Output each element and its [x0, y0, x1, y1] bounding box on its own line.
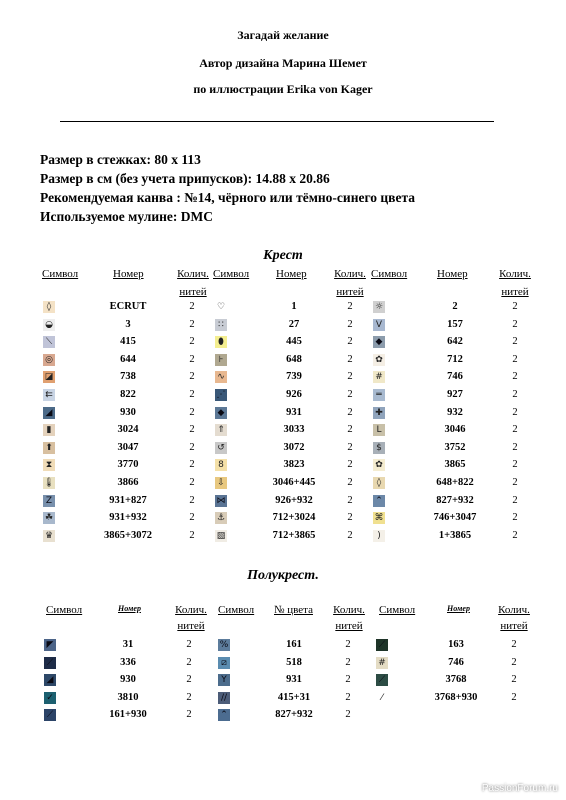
floss-number: ECRUT	[109, 301, 147, 312]
crown-icon: ♛	[44, 530, 54, 541]
floss-number: 926	[286, 389, 302, 400]
cross-header-symbol-2: Символ	[213, 268, 250, 280]
thread-count: 2	[347, 301, 353, 312]
floss-number: 31	[122, 639, 134, 650]
info-size-cm: Размер в см (без учета припусков): 14.88 х 20.86	[40, 171, 330, 186]
thread-count: 2	[347, 424, 353, 436]
thread-count: 2	[512, 318, 518, 330]
block-icon: ▮	[43, 424, 55, 436]
thread-count: 2	[347, 371, 353, 383]
illustration-line: по иллюстрации Erika von Kager	[193, 82, 373, 96]
hatch-icon: ▧	[216, 530, 226, 541]
info-floss: Используемое мулине: DMC	[40, 209, 214, 224]
floss-number: 1	[291, 301, 297, 312]
double-slash-icon: //	[218, 692, 230, 704]
figure-eight-icon: 8	[215, 459, 227, 471]
floss-number: 746+3047	[433, 512, 477, 524]
legend-row	[0, 638, 566, 652]
thread-count: 2	[189, 371, 195, 383]
floss-number: 739	[286, 371, 302, 383]
hourglass-icon: ⧗	[43, 459, 55, 471]
cross-header-count-1: Колич.	[177, 268, 209, 280]
thread-count: 2	[512, 301, 518, 312]
thread-count: 2	[347, 477, 353, 488]
diamond-icon: ◆	[215, 407, 227, 419]
page-title: Загадай желание	[237, 28, 329, 42]
floss-number: 3865	[444, 459, 466, 471]
thread-count: 2	[189, 441, 195, 453]
chevrons-up-icon: ⌃	[218, 709, 230, 721]
floss-number: 336	[120, 656, 136, 668]
floss-number: 415+31	[277, 691, 311, 703]
half-diagonal-icon: ⟋	[376, 674, 388, 686]
y-icon: Y	[218, 674, 230, 686]
check-icon: ✓	[44, 692, 56, 704]
floss-number: 930	[120, 674, 136, 685]
floss-number: 712+3024	[272, 512, 316, 524]
floss-number: 3033	[283, 424, 305, 436]
thread-count: 2	[511, 691, 517, 703]
heart-outline-icon: ♡	[216, 302, 226, 312]
watermark: PassionForum.ru	[481, 783, 558, 794]
thread-count: 2	[512, 477, 518, 488]
thread-count: 2	[512, 494, 518, 506]
drop-outline-icon: ◊	[43, 301, 55, 313]
half-diagonal-icon: ⟋	[44, 709, 56, 721]
floss-number: 648	[286, 353, 302, 365]
brush-icon: ⁄	[376, 692, 388, 704]
floss-number: 931+827	[109, 494, 147, 506]
floss-number: 3047	[117, 441, 139, 453]
floss-number: 712	[447, 353, 463, 365]
half-header-number-3: Номер	[447, 604, 470, 613]
paren-icon: )	[373, 530, 385, 542]
triangle-corner-icon: ◪	[44, 372, 54, 383]
floss-number: 746	[448, 656, 464, 668]
cross-header-number-3: Номер	[437, 268, 468, 280]
floss-number: 27	[288, 318, 300, 330]
floss-number: 926+932	[275, 494, 313, 506]
oval-icon: ◊	[373, 477, 385, 489]
floss-number: 644	[120, 353, 136, 365]
floss-number: 445	[286, 336, 302, 348]
thread-count: 2	[347, 512, 353, 524]
thread-count: 2	[186, 639, 192, 650]
thread-count: 2	[189, 459, 195, 471]
bowtie-icon: ⋈	[216, 495, 226, 506]
thread-count: 2	[347, 406, 353, 418]
thread-count: 2	[347, 353, 353, 365]
floss-number: 157	[447, 318, 463, 330]
thread-count: 2	[189, 494, 195, 506]
wave-icon: ∿	[215, 371, 227, 383]
floss-number: 932	[447, 406, 463, 418]
hook-icon: ↺	[215, 442, 227, 454]
filled-diamond-icon: ◆	[373, 336, 385, 348]
half-header-threads-2: нитей	[335, 620, 363, 632]
thread-count: 2	[186, 691, 192, 703]
thread-count: 2	[347, 389, 353, 400]
ellipse-icon: ⬮	[215, 336, 227, 348]
floss-number: 3072	[283, 441, 305, 453]
thread-count: 2	[189, 353, 195, 365]
half-cross-section-title: Полукрест.	[247, 568, 319, 583]
thread-count: 2	[347, 529, 353, 541]
half-circle-icon: ◒	[43, 319, 55, 331]
thread-count: 2	[512, 336, 518, 348]
thread-count: 2	[186, 709, 192, 720]
floss-number: 161+930	[109, 709, 147, 720]
floss-number: 642	[447, 336, 463, 348]
plus-icon: ✚	[373, 407, 385, 419]
cross-header-symbol-3: Символ	[371, 268, 408, 280]
floss-number: 3046	[444, 424, 466, 436]
floss-number: 927	[447, 389, 463, 400]
legend-row	[0, 691, 566, 705]
floss-number: 648+822	[436, 477, 474, 488]
half-header-symbol-3: Символ	[379, 604, 416, 616]
thread-count: 2	[189, 477, 195, 488]
flag-icon: ⊦	[215, 354, 227, 366]
thread-count: 2	[189, 529, 195, 541]
half-header-symbol-2: Символ	[218, 604, 255, 616]
arrow-up-outline-icon: ⇑	[215, 424, 227, 436]
floss-number: 931	[286, 674, 302, 685]
thread-count: 2	[512, 389, 518, 400]
floss-number: 827+932	[436, 494, 474, 506]
cross-section-title: Крест	[263, 248, 303, 263]
info-canvas: Рекомендуемая канва : №14, чёрного или тёмно-синего цвета	[40, 190, 415, 205]
floss-number: 161	[286, 639, 302, 650]
double-bar-icon: ═	[373, 389, 385, 401]
thread-count: 2	[345, 674, 351, 685]
flower-outline-icon: ✿	[373, 354, 385, 366]
l-icon: L	[373, 424, 385, 436]
legend-row	[0, 656, 566, 670]
thread-count: 2	[189, 301, 195, 312]
thread-count: 2	[512, 406, 518, 418]
cross-header-threads-2: нитей	[336, 286, 364, 298]
anchor-icon: ⚓	[216, 513, 226, 524]
clover-icon: ☘	[44, 513, 54, 524]
info-stitches: Размер в стежках: 80 х 113	[40, 152, 201, 167]
floss-number: 163	[448, 639, 464, 650]
chevrons-up-icon: ⌃	[373, 495, 385, 507]
floss-number: 931	[286, 406, 302, 418]
thread-count: 2	[186, 674, 192, 685]
floss-number: 3866	[117, 477, 139, 488]
thread-count: 2	[512, 353, 518, 365]
z-icon: Z	[43, 495, 55, 507]
floss-number: 712+3865	[272, 529, 316, 541]
thread-count: 2	[189, 318, 195, 330]
cross-header-symbol-1: Символ	[42, 268, 79, 280]
thread-count: 2	[189, 424, 195, 436]
floss-number: 2	[452, 301, 458, 312]
thread-count: 2	[345, 691, 351, 703]
thread-count: 2	[512, 371, 518, 383]
floss-number: 822	[120, 389, 136, 400]
dollar-icon: $	[373, 442, 385, 454]
thread-count: 2	[186, 656, 192, 668]
floss-number: 746	[447, 371, 463, 383]
cross-header-number-2: Номер	[276, 268, 307, 280]
floss-number: 3865+3072	[104, 529, 152, 541]
floss-number: 3024	[117, 424, 139, 436]
thread-count: 2	[511, 674, 517, 685]
sun-icon: ☼	[374, 302, 384, 312]
half-header-threads-3: нитей	[500, 620, 528, 632]
diagonal-dots-icon: ⋰	[216, 390, 226, 400]
thread-count: 2	[512, 424, 518, 436]
floss-number: 3810	[117, 691, 139, 703]
dots-grid-icon: ∷	[215, 319, 227, 331]
half-diagonal-icon: ◢	[44, 674, 56, 686]
thread-count: 2	[189, 406, 195, 418]
half-header-count-1: Колич.	[175, 604, 207, 616]
half-header-number-1: Номер	[118, 604, 141, 613]
floss-number: 930	[120, 406, 136, 418]
cross-header-number-1: Номер	[113, 268, 144, 280]
floss-number: 3823	[283, 459, 305, 471]
thread-count: 2	[512, 512, 518, 524]
floss-number: 738	[120, 371, 136, 383]
hash-icon: #	[373, 371, 385, 383]
percent-icon: %	[219, 640, 229, 650]
floss-number: 3046+445	[272, 477, 316, 488]
thread-count: 2	[189, 336, 195, 348]
arrows-left-icon: ⇇	[43, 389, 55, 401]
thread-count: 2	[189, 512, 195, 524]
thread-count: 2	[347, 441, 353, 453]
thread-count: 2	[347, 494, 353, 506]
v-icon: V	[373, 319, 385, 331]
legend-row	[0, 708, 566, 722]
thread-count: 2	[345, 656, 351, 668]
floss-number: 3770	[117, 459, 139, 471]
floss-number: 518	[286, 656, 302, 668]
half-diagonal-icon: ◤	[44, 639, 56, 651]
floss-number: 3	[125, 318, 131, 330]
arrow-up-icon: ⬆	[43, 442, 55, 454]
thread-count: 2	[347, 459, 353, 471]
floss-number: 3768	[445, 674, 467, 685]
floss-number: 415	[120, 336, 136, 348]
half-diagonal-icon: ⟋	[44, 657, 56, 669]
half-header-color-number: № цвета	[274, 604, 313, 616]
cross-header-threads-3: нитей	[501, 286, 529, 298]
thread-count: 2	[189, 389, 195, 400]
thread-count: 2	[512, 459, 518, 471]
half-header-threads-1: нитей	[177, 620, 205, 632]
thread-count: 2	[345, 639, 351, 650]
cross-header-count-3: Колич.	[499, 268, 531, 280]
half-header-count-2: Колич.	[333, 604, 365, 616]
thread-count: 2	[512, 529, 518, 541]
half-header-count-3: Колич.	[498, 604, 530, 616]
down-arrow-box-icon: ⇩	[215, 477, 227, 489]
hash-icon: #	[376, 657, 388, 669]
floss-number: 1+3865	[438, 529, 472, 541]
command-icon: ⌘	[374, 513, 384, 524]
thread-count: 2	[511, 656, 517, 668]
floss-number: 3752	[444, 441, 466, 453]
swirl-icon: ◎	[43, 354, 55, 366]
cross-header-count-2: Колич.	[334, 268, 366, 280]
floss-number: 827+932	[275, 709, 313, 720]
thermometer-icon: 🌡	[43, 478, 55, 488]
flower-icon: ✿	[373, 459, 385, 471]
author-line: Автор дизайна Марина Шемет	[199, 56, 367, 70]
thread-count: 2	[512, 441, 518, 453]
cross-header-threads-1: нитей	[179, 286, 207, 298]
half-header-symbol-1: Символ	[46, 604, 83, 616]
slash-icon: ⟋	[376, 639, 388, 651]
floss-number: 3768+930	[434, 691, 478, 703]
thread-count: 2	[347, 336, 353, 348]
legend-row	[0, 673, 566, 687]
corner-triangle-icon: ◢	[43, 407, 55, 419]
lines-icon: ⟍	[43, 336, 55, 348]
square-slash-icon: ⧄	[218, 657, 230, 669]
floss-number: 931+932	[109, 512, 147, 524]
thread-count: 2	[345, 709, 351, 720]
thread-count: 2	[347, 318, 353, 330]
thread-count: 2	[511, 639, 517, 650]
